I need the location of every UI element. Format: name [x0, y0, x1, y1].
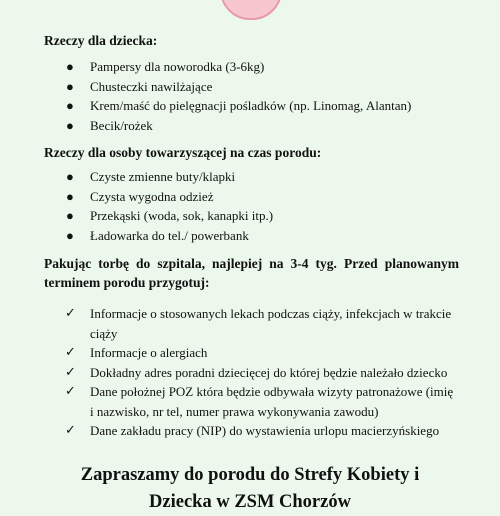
checklist-item: ✓ Dane położnej POZ która będzie odbywała wizyty patronażowe (imię i nazwisko, nr tel, numer prawa wykonywania zawodu) [65, 384, 454, 419]
section-heading-baby: Rzeczy dla dziecka: [44, 33, 158, 48]
checklist-item: ✓ Dokładny adres poradni dziecięcej do której będzie należało dziecko [44, 363, 459, 383]
list-item: ● Pampersy dla noworodka (3-6kg) [44, 57, 474, 77]
footer-invitation: Zapraszamy do porodu do Strefy Kobiety i Dziecka w ZSM Chorzów [80, 465, 420, 512]
list-item: ● Becik/rożek [44, 116, 474, 136]
checklist-item: ✓ Informacje o stosowanych lekach podczas ciąży, infekcjach w trakcie ciąży [65, 306, 452, 341]
list-item: ● Czysta wygodna odzież [44, 187, 474, 207]
checkmark-icon: ✓ [65, 384, 76, 399]
checkmark-icon: ✓ [65, 423, 76, 438]
checklist-item: ✓ Dane zakładu pracy (NIP) do wystawienia urlopu macierzyńskiego [44, 421, 459, 441]
bullet-dot-icon: ● [66, 188, 74, 204]
list-item: ● Czyste zmienne buty/klapki [44, 167, 474, 187]
bullet-dot-icon: ● [66, 169, 74, 184]
companion-items-list [44, 167, 474, 245]
checkmark-icon: ✓ [65, 306, 76, 321]
checkmark-icon: ✓ [65, 364, 76, 380]
baby-items-list [44, 57, 474, 135]
checkmark-icon: ✓ [65, 345, 76, 360]
section-heading-companion: Rzeczy dla osoby towarzyszącej na czas porodu: [44, 145, 322, 160]
bullet-dot-icon: ● [66, 117, 74, 133]
list-item: ● Chusteczki nawilżające [44, 77, 474, 97]
checklist [44, 304, 459, 441]
bullet-dot-icon: ● [66, 98, 74, 113]
bullet-dot-icon: ● [66, 78, 74, 94]
list-item: ● Ładowarka do tel./ powerbank [44, 226, 474, 246]
list-item: ● Krem/maść do pielęgnacji pośladków (np. Linomag, Alantan) [44, 96, 474, 116]
bullet-dot-icon: ● [66, 208, 74, 223]
bullet-dot-icon: ● [66, 59, 74, 74]
checklist-item: ✓ Informacje o alergiach [44, 343, 459, 363]
list-item: ● Przekąski (woda, sok, kanapki itp.) [44, 206, 474, 226]
intro-paragraph: Pakując torbę do szpitala, najlepiej na 3-4 tyg. Przed planowanym terminem porodu przygotuj: [44, 256, 459, 290]
bullet-dot-icon: ● [66, 227, 74, 243]
